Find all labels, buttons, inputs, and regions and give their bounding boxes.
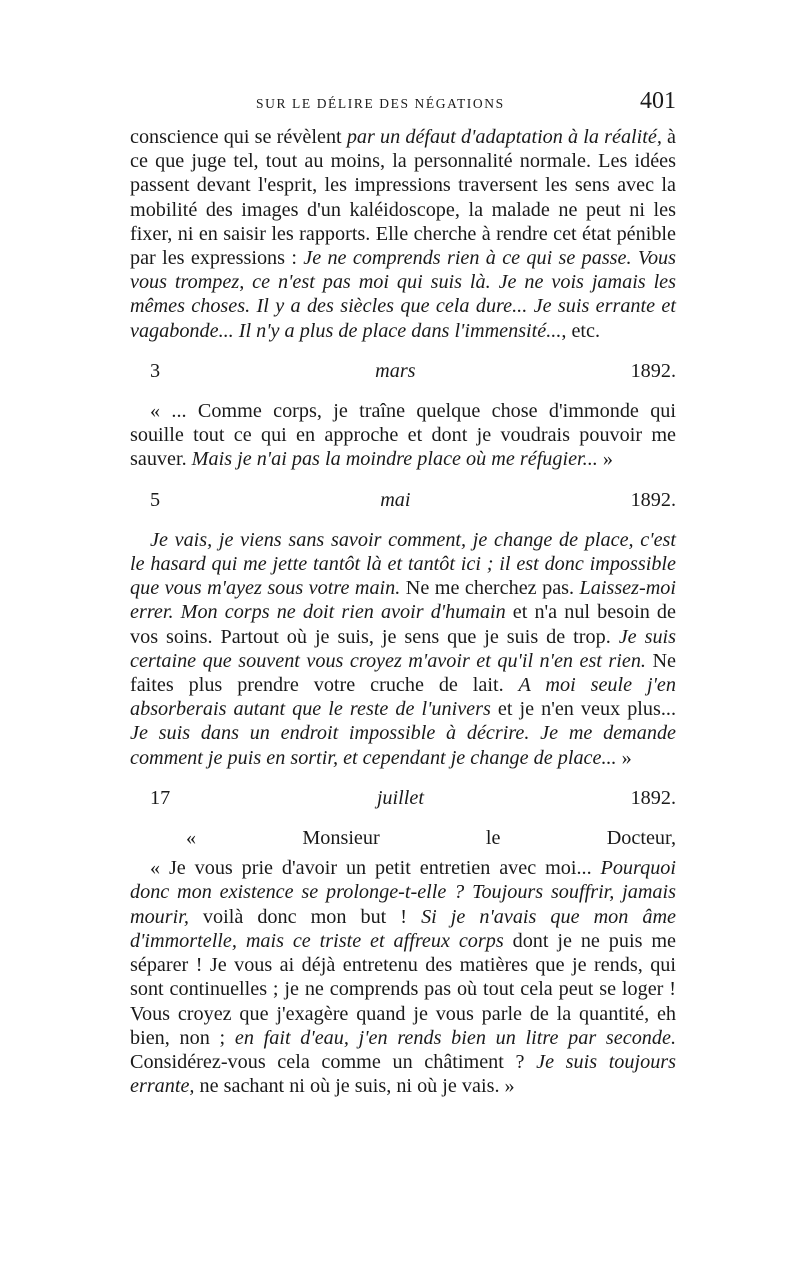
paragraph-entry-1: « ... Comme corps, je traîne quelque chose d'immonde qui souille tout ce qui en approche et dont je voudrais pouvoir me sauver. Mais je n'ai pas la moindre place où me réfugier... » [130,400,676,471]
date-heading-2: 5 mai 1892. [150,488,677,511]
running-title: SUR LE DÉLIRE DES NÉGATIONS [256,96,505,111]
letter-salutation: « Monsieur le Docteur, [186,827,676,850]
body-text [130,125,676,1098]
paragraph-intro: conscience qui se révèlent par un défaut d'adaptation à la réalité, à ce que juge tel, tout au moins, la personnalité normale. Les idées passent devant l'esprit, les impressions traversent les sens avec la mobilité des images d'un kaléidoscope, la malade ne peut ni les fixer, ni en saisir les rapports. Elle cherche à rendre cet état pénible par les expressions : Je ne comprends rien à ce qui se passe. Vous vous trompez, ce n'est pas moi qui suis là. Je ne vois jamais les mêmes choses. Il y a des siècles que cela dure... Je suis errante et vagabonde... Il n'y a plus de place dans l'immensité..., etc. [130,126,677,342]
patient-quote: Je ne comprends rien à ce qui se passe. Vous vous trompez, ce n'est pas moi qui suis là. Je ne vois jamais les mêmes choses. Il y a des siècles que cela dure... Je suis errante et vagabonde... Il n'y a plus de place dans l'immensité... [130,247,676,342]
page-header [130,88,676,118]
paragraph-letter: « Je vous prie d'avoir un petit entretien avec moi... Pourquoi donc mon existence se prolonge-t-elle ? Toujours souffrir, jamais mourir, voilà donc mon but ! Si je n'avais que mon âme d'immortelle, mais ce triste et affreux corps dont je ne puis me séparer ! Je vous ai déjà entretenu des matières que je rends, qui sont continuelles ; je ne comprends pas où tout cela peut se loger ! Vous croyez que j'exagère quand je vous parle de la quantité, eh bien, non ; en fait d'eau, j'en rends bien un litre par seconde. Considérez-vous cela comme un châtiment ? Je suis toujours errante, ne sachant ni où je suis, ni où je vais. » [130,857,677,1098]
date-heading-1: 3 mars 1892. [150,359,676,382]
paragraph-entry-2: Je vais, je viens sans savoir comment, je change de place, c'est le hasard qui me jette tantôt là et tantôt ici ; il est donc impossible que vous m'ayez sous votre main. Ne me cherchez pas. Laissez-moi errer. Mon corps ne doit rien avoir d'humain et n'a nul besoin de vos soins. Partout où je suis, je sens que je suis de trop. Je suis certaine que souvent vous croyez m'avoir et qu'il n'en est rien. Ne faites plus prendre votre cruche de lait. A moi seule j'en absorberais autant que le reste de l'univers et je n'en veux plus... Je suis dans un endroit impossible à décrire. Je me demande comment je puis en sortir, et cependant je change de place... » [130,528,676,769]
page-number: 401 [640,88,676,114]
date-heading-3: 17 juillet 1892. [150,786,676,809]
